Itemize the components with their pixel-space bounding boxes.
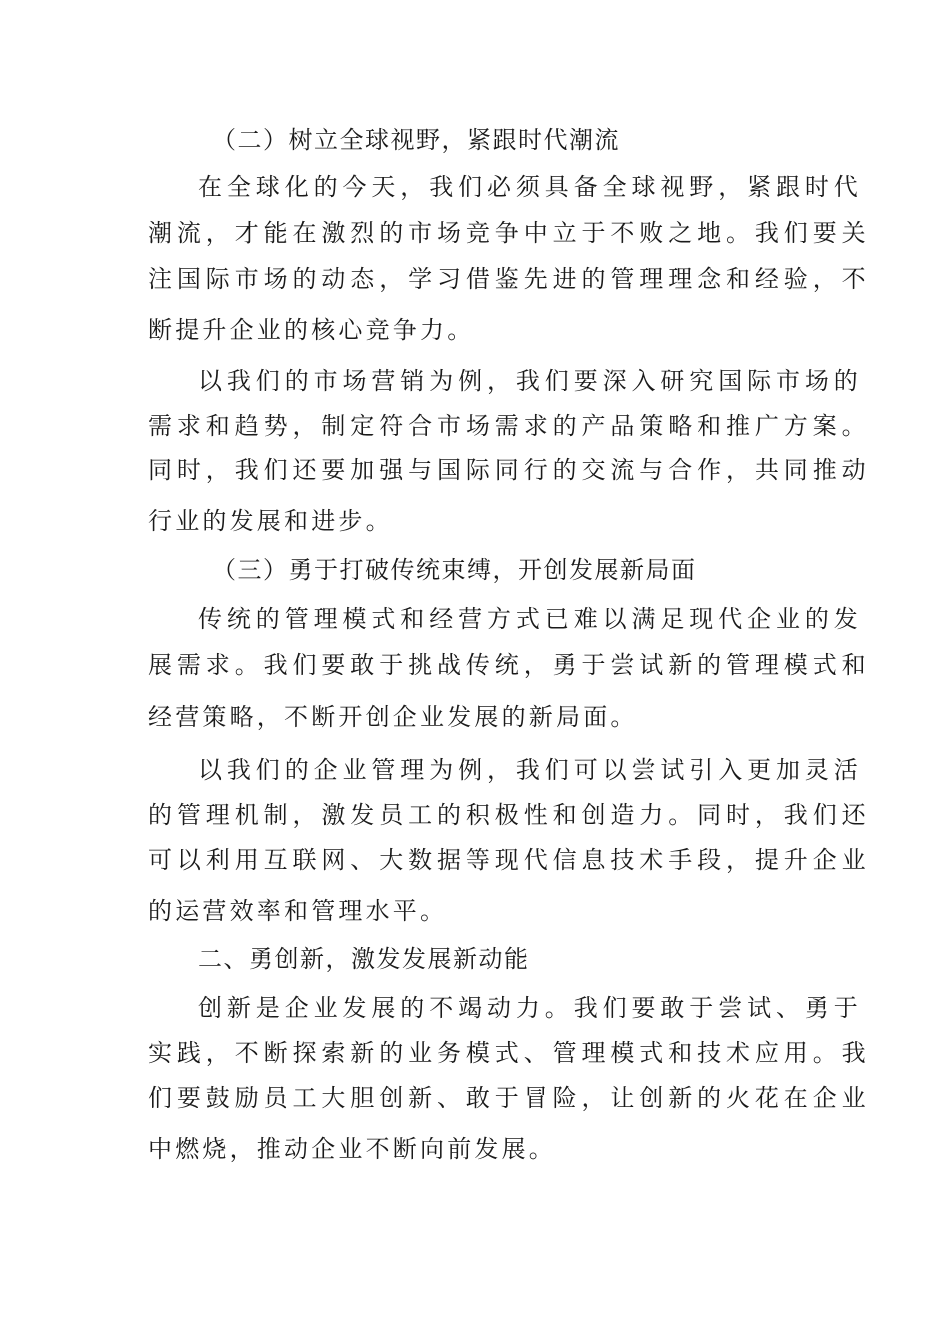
paragraph-line: 需求和趋势，制定符合市场需求的产品策略和推广方案。 (148, 412, 871, 440)
paragraph-line: 中燃烧，推动企业不断向前发展。 (148, 1135, 556, 1163)
section-heading: （三）勇于打破传统束缚，开创发展新局面 (212, 556, 697, 584)
section-heading: （二）树立全球视野，紧跟时代潮流 (212, 126, 620, 154)
paragraph-line: 注国际市场的动态，学习借鉴先进的管理理念和经验，不 (148, 265, 871, 293)
paragraph-line: 经营策略，不断开创企业发展的新局面。 (148, 703, 638, 731)
paragraph-line: 可以利用互联网、大数据等现代信息技术手段，提升企业 (148, 846, 871, 874)
paragraph-line: 断提升企业的核心竞争力。 (148, 316, 475, 344)
paragraph-line: 们要鼓励员工大胆创新、敢于冒险，让创新的火花在企业 (148, 1084, 871, 1112)
paragraph-line: 展需求。我们要敢于挑战传统，勇于尝试新的管理模式和 (148, 651, 871, 679)
paragraph-line: 传统的管理模式和经营方式已难以满足现代企业的发 (198, 605, 863, 633)
paragraph-line: 创新是企业发展的不竭动力。我们要敢于尝试、勇于 (198, 994, 863, 1022)
chapter-heading: 二、勇创新，激发发展新动能 (198, 945, 530, 973)
paragraph-line: 潮流，才能在激烈的市场竞争中立于不败之地。我们要关 (148, 219, 871, 247)
paragraph-line: 以我们的企业管理为例，我们可以尝试引入更加灵活 (198, 756, 863, 784)
paragraph-line: 在全球化的今天，我们必须具备全球视野，紧跟时代 (198, 173, 863, 201)
paragraph-line: 以我们的市场营销为例，我们要深入研究国际市场的 (198, 367, 863, 395)
paragraph-line: 的运营效率和管理水平。 (148, 897, 448, 925)
paragraph-line: 的管理机制，激发员工的积极性和创造力。同时，我们还 (148, 801, 871, 829)
paragraph-line: 行业的发展和进步。 (148, 507, 393, 535)
paragraph-line: 实践，不断探索新的业务模式、管理模式和技术应用。我 (148, 1039, 871, 1067)
paragraph-line: 同时，我们还要加强与国际同行的交流与合作，共同推动 (148, 456, 871, 484)
